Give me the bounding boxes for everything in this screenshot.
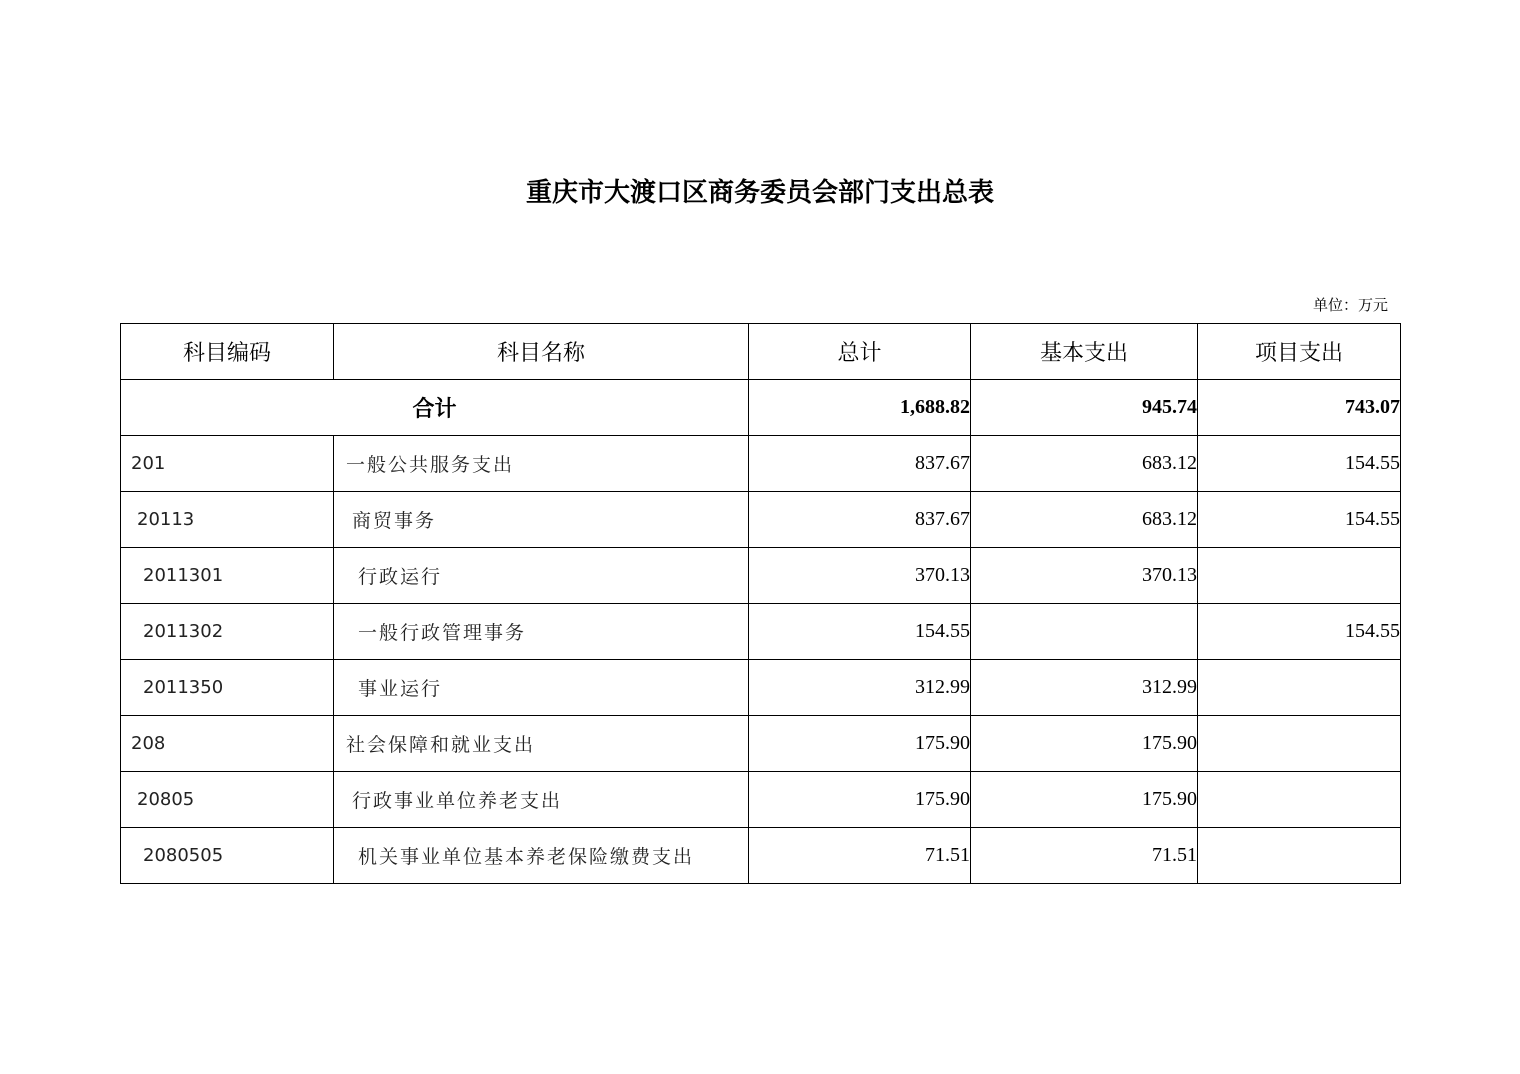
row-total: 71.51	[749, 828, 971, 884]
row-project: 154.55	[1198, 604, 1401, 660]
row-name: 行政运行	[334, 548, 749, 604]
row-basic: 312.99	[971, 660, 1198, 716]
row-name: 商贸事务	[334, 492, 749, 548]
row-project	[1198, 716, 1401, 772]
header-row	[121, 324, 1401, 380]
row-project: 154.55	[1198, 492, 1401, 548]
row-total: 370.13	[749, 548, 971, 604]
row-project	[1198, 772, 1401, 828]
table-row	[121, 772, 1401, 828]
summary-project: 743.07	[1198, 380, 1401, 436]
header-basic: 基本支出	[971, 324, 1198, 380]
row-project	[1198, 828, 1401, 884]
table-row	[121, 716, 1401, 772]
row-total: 837.67	[749, 492, 971, 548]
row-project: 154.55	[1198, 436, 1401, 492]
table-row	[121, 660, 1401, 716]
row-basic: 175.90	[971, 716, 1198, 772]
page-title: 重庆市大渡口区商务委员会部门支出总表	[525, 178, 994, 208]
row-code: 2080505	[121, 828, 334, 884]
row-code: 2011302	[121, 604, 334, 660]
row-name: 一般公共服务支出	[334, 436, 749, 492]
row-code: 2011350	[121, 660, 334, 716]
row-total: 175.90	[749, 772, 971, 828]
row-basic	[971, 604, 1198, 660]
row-code: 201	[121, 436, 334, 492]
header-code: 科目编码	[121, 324, 334, 380]
table-row	[121, 436, 1401, 492]
header-total: 总计	[749, 324, 971, 380]
summary-label: 合计	[121, 380, 749, 436]
row-project	[1198, 548, 1401, 604]
table-row	[121, 828, 1401, 884]
row-name: 机关事业单位基本养老保险缴费支出	[334, 828, 749, 884]
row-code: 208	[121, 716, 334, 772]
unit-label: 单位：万元	[1312, 296, 1388, 314]
row-basic: 71.51	[971, 828, 1198, 884]
table-row	[121, 492, 1401, 548]
row-code: 2011301	[121, 548, 334, 604]
row-total: 175.90	[749, 716, 971, 772]
row-project	[1198, 660, 1401, 716]
summary-row	[121, 380, 1401, 436]
row-basic: 683.12	[971, 436, 1198, 492]
header-name: 科目名称	[334, 324, 749, 380]
row-total: 312.99	[749, 660, 971, 716]
row-code: 20113	[121, 492, 334, 548]
row-name: 社会保障和就业支出	[334, 716, 749, 772]
row-code: 20805	[121, 772, 334, 828]
row-total: 154.55	[749, 604, 971, 660]
table-row	[121, 604, 1401, 660]
row-basic: 683.12	[971, 492, 1198, 548]
expense-table	[120, 323, 1401, 884]
row-name: 一般行政管理事务	[334, 604, 749, 660]
row-name: 行政事业单位养老支出	[334, 772, 749, 828]
row-name: 事业运行	[334, 660, 749, 716]
header-project: 项目支出	[1198, 324, 1401, 380]
row-total: 837.67	[749, 436, 971, 492]
summary-basic: 945.74	[971, 380, 1198, 436]
table-row	[121, 548, 1401, 604]
row-basic: 370.13	[971, 548, 1198, 604]
summary-total: 1,688.82	[749, 380, 971, 436]
row-basic: 175.90	[971, 772, 1198, 828]
